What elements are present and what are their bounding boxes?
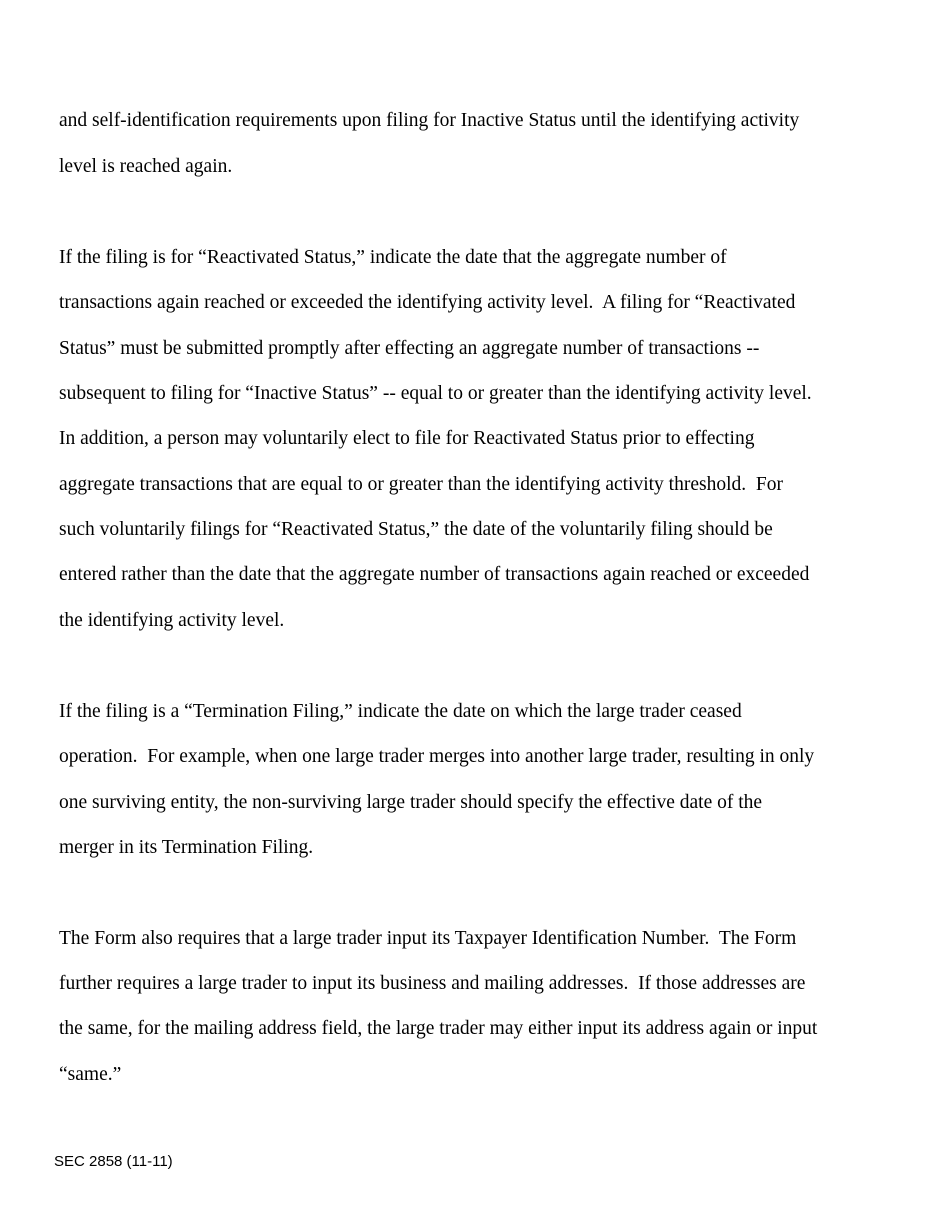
text-line: Status” must be submitted promptly after effecting an aggregate number of transactions -- xyxy=(59,338,760,359)
text-line: such voluntarily filings for “Reactivated Status,” the date of the voluntarily filing should be xyxy=(59,519,773,540)
text-line: subsequent to filing for “Inactive Status” -- equal to or greater than the identifying activity level. xyxy=(59,383,812,404)
footer-form-id: SEC 2858 (11-11) xyxy=(54,1153,173,1170)
text-line: If the filing is a “Termination Filing,” indicate the date on which the large trader ceased xyxy=(59,701,742,722)
text-line: the identifying activity level. xyxy=(59,610,285,631)
text-line: operation. For example, when one large trader merges into another large trader, resulting in only xyxy=(59,746,815,767)
text-line: further requires a large trader to input its business and mailing addresses. If those addresses are xyxy=(59,973,806,994)
text-line: In addition, a person may voluntarily elect to file for Reactivated Status prior to effecting xyxy=(59,428,755,449)
text-line: “same.” xyxy=(59,1064,122,1085)
text-line: level is reached again. xyxy=(59,156,233,177)
text-line: merger in its Termination Filing. xyxy=(59,837,314,858)
text-line: one surviving entity, the non-surviving large trader should specify the effective date of the xyxy=(59,792,763,813)
text-line: The Form also requires that a large trader input its Taxpayer Identification Number. The Form xyxy=(59,928,797,949)
text-line: transactions again reached or exceeded the identifying activity level. A filing for “Reactivated xyxy=(59,292,796,313)
text-line: aggregate transactions that are equal to or greater than the identifying activity threshold. For xyxy=(59,474,783,495)
text-line: If the filing is for “Reactivated Status,” indicate the date that the aggregate number of xyxy=(59,247,727,268)
text-line: and self-identification requirements upon filing for Inactive Status until the identifying activity xyxy=(59,110,800,131)
text-line: entered rather than the date that the aggregate number of transactions again reached or exceeded xyxy=(59,564,810,585)
text-line: the same, for the mailing address field, the large trader may either input its address again or input xyxy=(59,1018,818,1039)
